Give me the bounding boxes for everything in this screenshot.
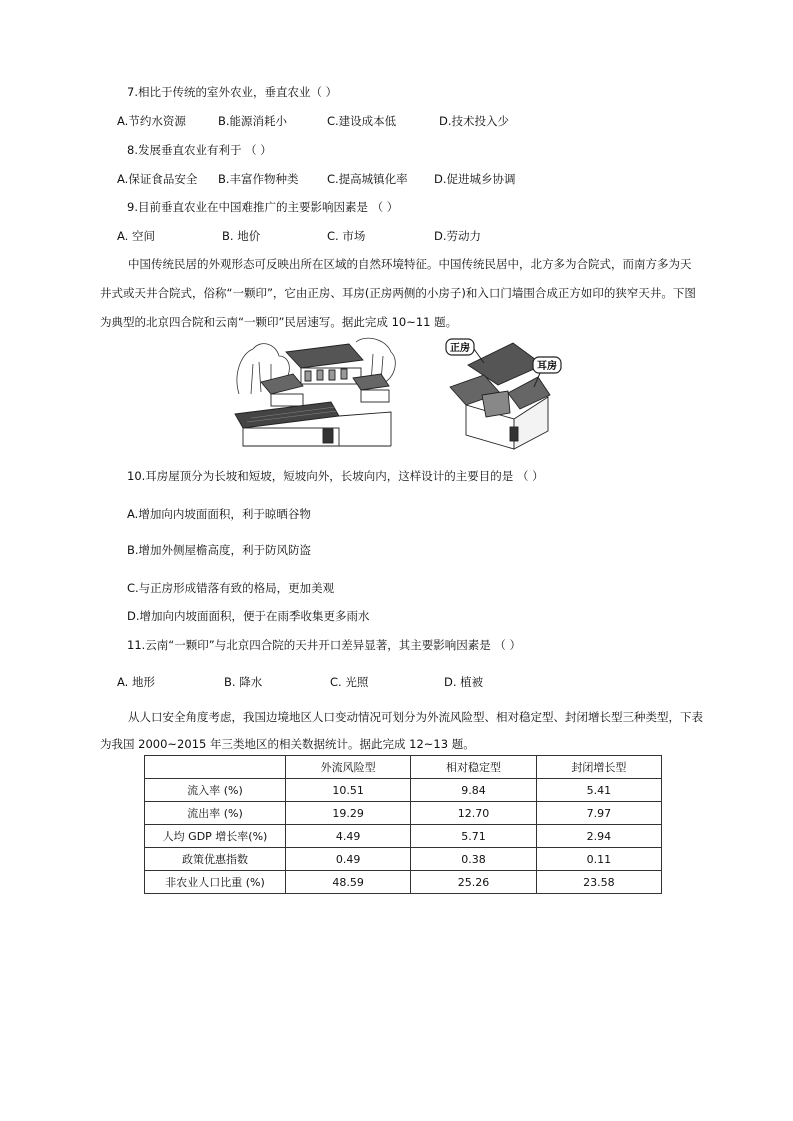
table-cell: 0.38 [411,848,536,871]
label-main-room-text: 正房 [450,343,470,354]
table-cell: 25.26 [411,871,536,894]
q11-option-b: B. 降水 [224,675,263,689]
q9-option-a: A. 空间 [117,229,155,243]
table-cell: 12.70 [411,802,536,825]
passage-houses: 中国传统民居的外观形态可反映出所在区域的自然环境特征。中国传统民居中，北方多为合院式，而南方多为天井式或天井合院式，俗称“一颗印”，它由正房、耳房(正房两侧的小房子)和入口门墙围合成正方如印的狭窄天井。下图为典型的北京四合院和云南“一颗印”民居速写。据此完成 10~11 题。 [100,257,696,329]
table-cell: 0.49 [286,848,411,871]
siheyuan-sketch [231,334,401,454]
table-row [145,871,662,894]
table-cell: 5.41 [536,779,661,802]
passage-population: 从人口安全角度考虑，我国边境地区人口变动情况可划分为外流风险型、相对稳定型、封闭增长型三种类型，下表为我国 2000~2015 年三类地区的相关数据统计。据此完成 12~13 题。 [100,710,703,751]
q11-option-a: A. 地形 [117,675,155,689]
q7-option-b: B.能源消耗小 [218,114,288,128]
q8-option-d: D.促进城乡协调 [434,172,516,186]
table-header-cell: 相对稳定型 [411,756,536,779]
table-header-cell: 外流风险型 [286,756,411,779]
table-row-label: 流出率 (%) [145,802,286,825]
q10-option-b: B.增加外侧屋檐高度，利于防风防盗 [127,543,312,557]
table-header-row [145,756,662,779]
q7-option-a: A.节约水资源 [117,114,186,128]
q7-stem: 7.相比于传统的室外农业，垂直农业（ ） [127,85,338,99]
table-cell: 10.51 [286,779,411,802]
table-row-label: 非农业人口比重 (%) [145,871,286,894]
table-cell: 48.59 [286,871,411,894]
table-row [145,848,662,871]
table-cell: 0.11 [536,848,661,871]
table-cell: 5.71 [411,825,536,848]
table-cell: 2.94 [536,825,661,848]
table-row-label: 人均 GDP 增长率(%) [145,825,286,848]
q10-stem: 10.耳房屋顶分为长坡和短坡，短坡向外，长坡向内，这样设计的主要目的是 （ ） [127,469,544,483]
table-cell: 4.49 [286,825,411,848]
table-cell: 7.97 [536,802,661,825]
q9-option-c: C. 市场 [327,229,366,243]
q10-option-a: A.增加向内坡面面积，利于晾晒谷物 [127,507,311,521]
table-cell: 9.84 [411,779,536,802]
q11-option-d: D. 植被 [444,675,484,689]
table-row [145,779,662,802]
table-row-label: 流入率 (%) [145,779,286,802]
q8-option-c: C.提高城镇化率 [327,172,408,186]
population-data-table [144,755,662,894]
q9-option-d: D.劳动力 [434,229,482,243]
table-row-label: 政策优惠指数 [145,848,286,871]
yikeyin-sketch [438,335,568,455]
table-row [145,825,662,848]
q9-option-b: B. 地价 [222,229,261,243]
label-side-room-text: 耳房 [537,361,557,372]
table-header-cell [145,756,286,779]
q8-stem: 8.发展垂直农业有利于 （ ） [127,143,272,157]
q7-option-c: C.建设成本低 [327,114,397,128]
q8-option-a: A.保证食品安全 [117,172,198,186]
q8-option-b: B.丰富作物种类 [218,172,299,186]
table-cell: 19.29 [286,802,411,825]
table-cell: 23.58 [536,871,661,894]
q10-option-c: C.与正房形成错落有致的格局，更加美观 [127,581,335,595]
q11-stem: 11.云南“一颗印”与北京四合院的天井开口差异显著，其主要影响因素是 （ ） [127,638,522,652]
q10-option-d: D.增加向内坡面面积，便于在雨季收集更多雨水 [127,609,370,623]
table-header-cell: 封闭增长型 [536,756,661,779]
q11-option-c: C. 光照 [330,675,369,689]
q7-option-d: D.技术投入少 [439,114,510,128]
q9-stem: 9.目前垂直农业在中国难推广的主要影响因素是 （ ） [127,200,399,214]
table-row [145,802,662,825]
